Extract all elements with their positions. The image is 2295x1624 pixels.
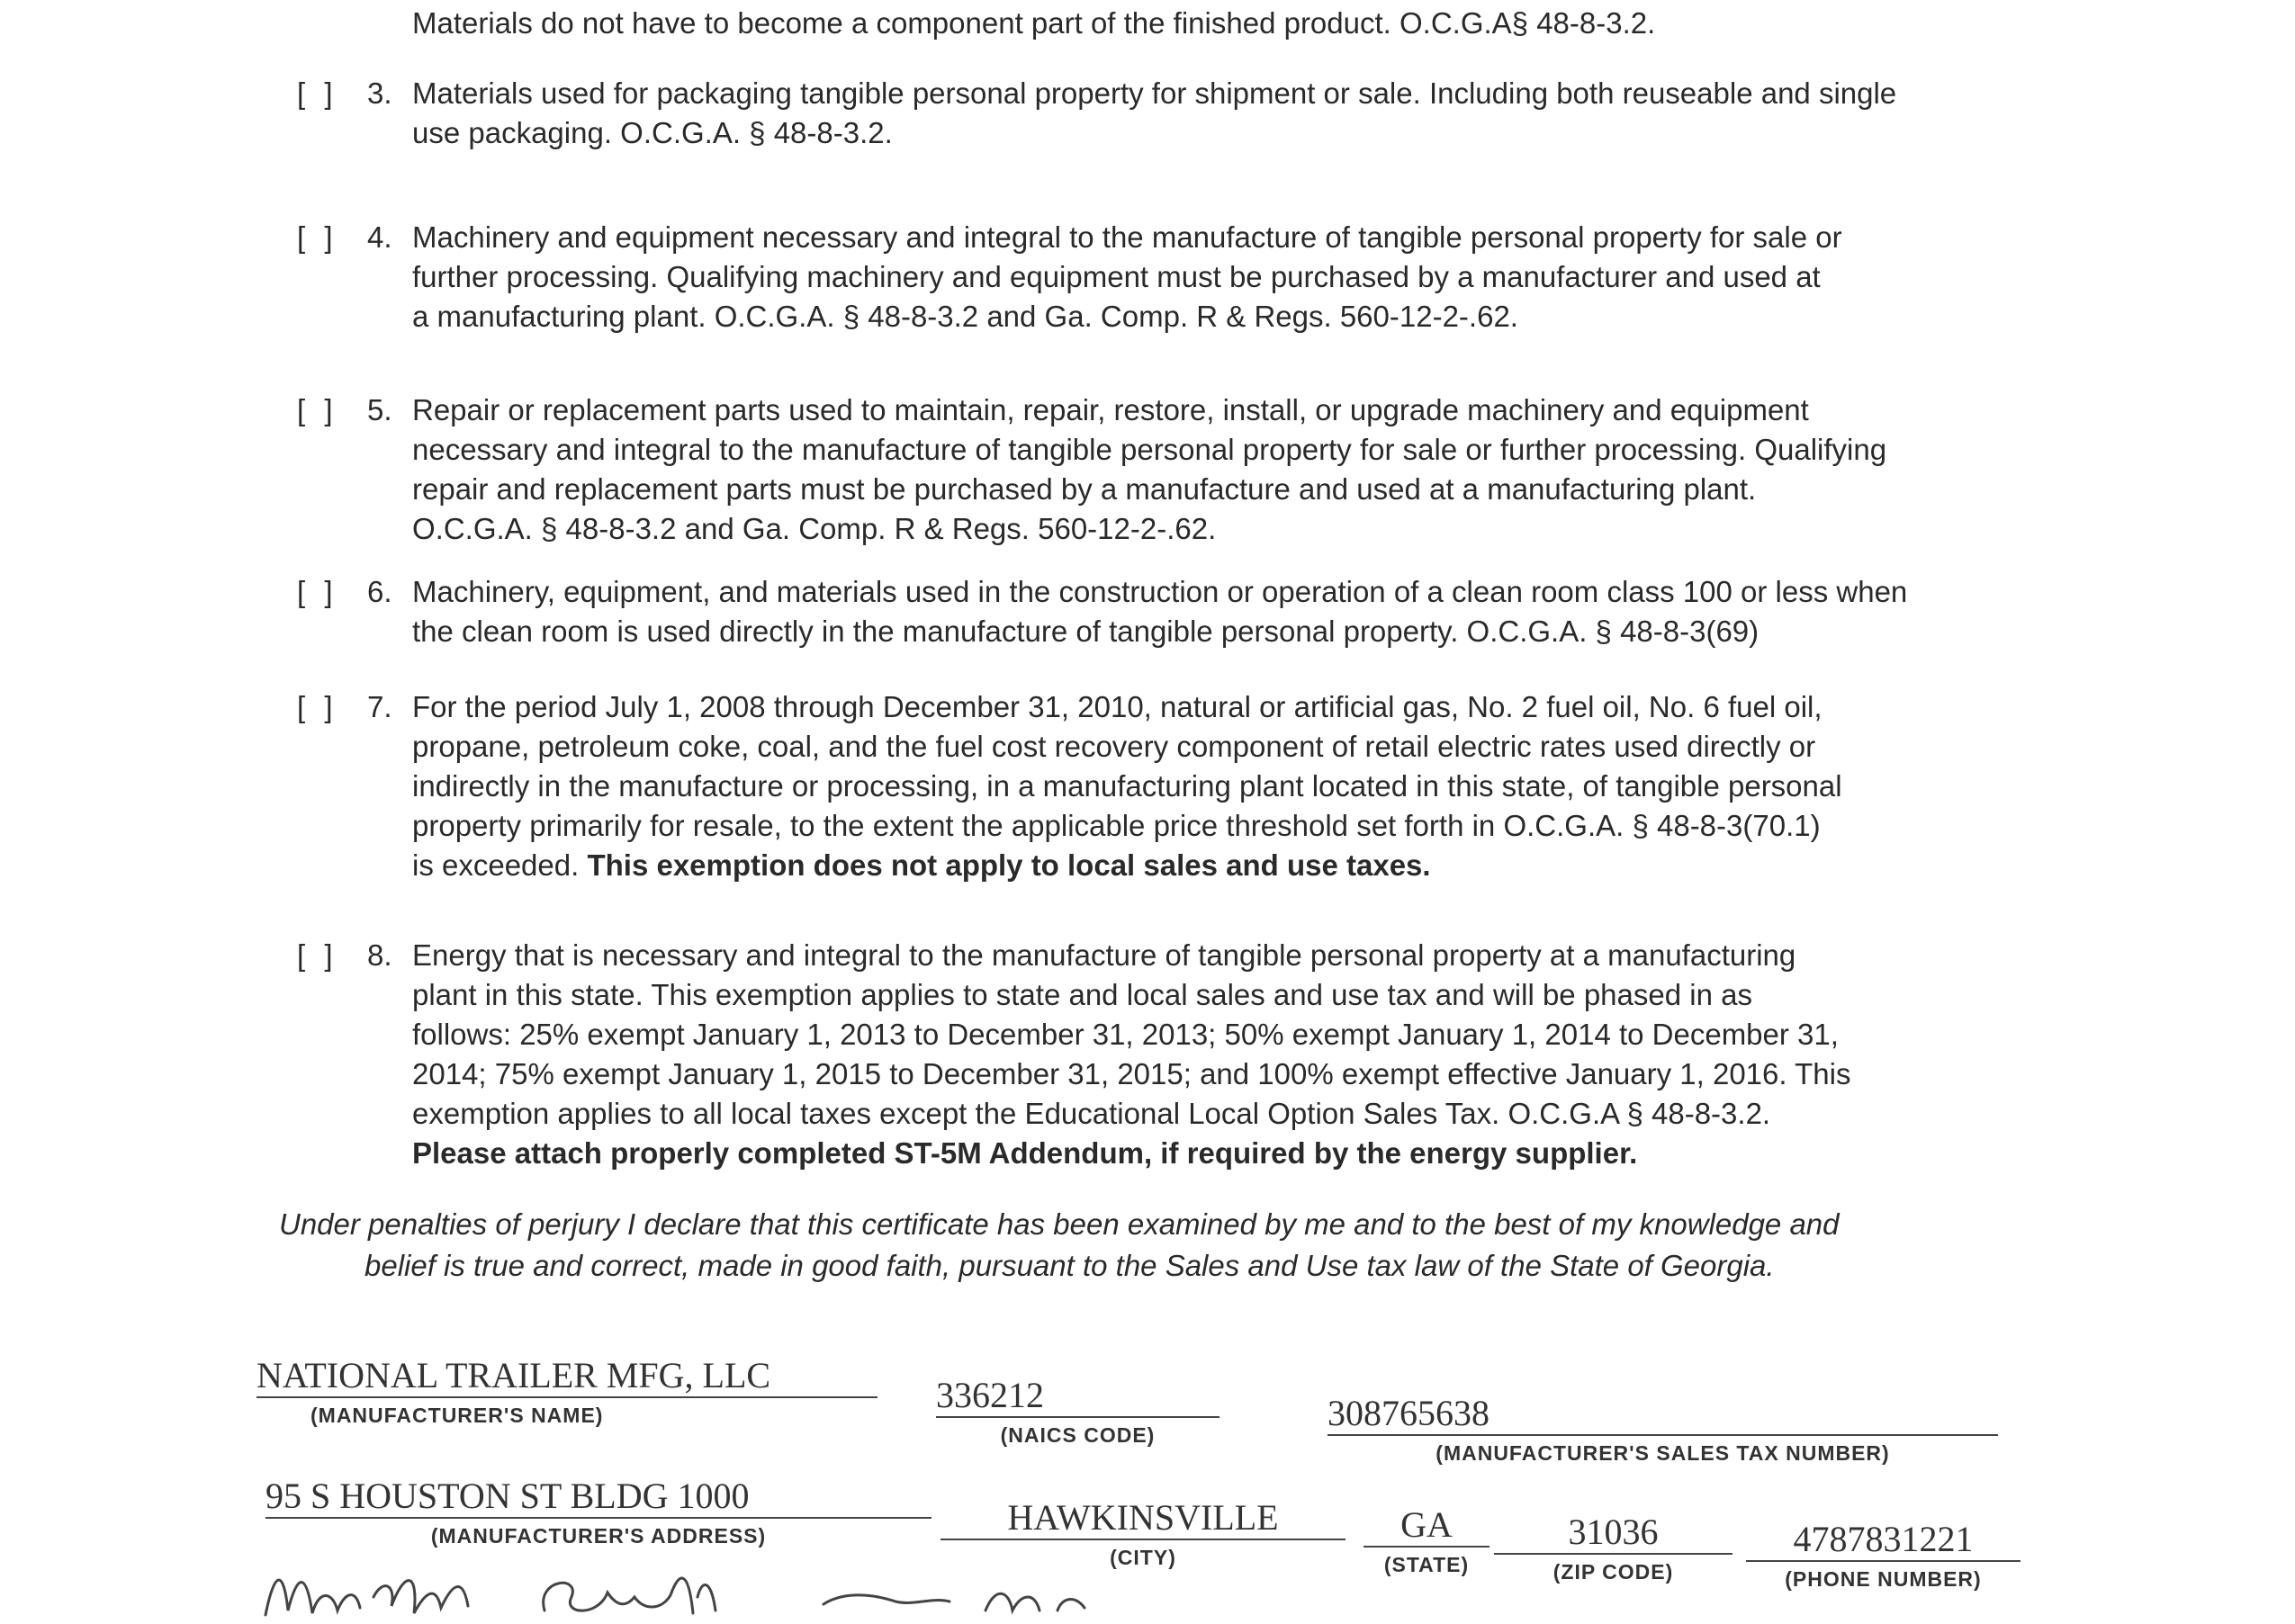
item-5-number: 5. bbox=[367, 393, 392, 426]
item-7-last-line bbox=[412, 846, 2122, 885]
item-5-line: O.C.G.A. § 48-8-3.2 and Ga. Comp. R & Regs. 560-12-2-.62. bbox=[412, 512, 1217, 545]
phone-number-caption: (PHONE NUMBER) bbox=[1785, 1567, 1982, 1591]
item-7-line: property primarily for resale, to the extent the applicable price threshold set forth in O.C.G.A. § 48-8-3(70.1) bbox=[412, 809, 1821, 842]
item-4-line: further processing. Qualifying machinery and equipment must be purchased by a manufacturer and used at bbox=[412, 260, 1821, 293]
city-value[interactable]: HAWKINSVILLE bbox=[940, 1497, 1346, 1540]
sales-tax-number-value[interactable]: 308765638 bbox=[1328, 1393, 1998, 1436]
city-field[interactable] bbox=[940, 1497, 1346, 1570]
phone-number-field[interactable] bbox=[1746, 1519, 2020, 1592]
naics-code-field[interactable] bbox=[936, 1375, 1220, 1448]
item-4-line: Machinery and equipment necessary and integral to the manufacture of tangible personal property for sale or bbox=[412, 220, 1842, 254]
item-8-line: 2014; 75% exempt January 1, 2015 to December 31, 2015; and 100% exempt effective January 1, 2016. This bbox=[412, 1057, 1851, 1090]
item-8-line: Energy that is necessary and integral to the manufacture of tangible personal property at a manufacturing bbox=[412, 938, 1796, 972]
sales-tax-number-caption: (MANUFACTURER'S SALES TAX NUMBER) bbox=[1436, 1441, 1890, 1465]
manufacturer-address-field[interactable] bbox=[266, 1476, 932, 1548]
item-6-checkbox[interactable]: [ ] bbox=[297, 575, 338, 608]
item-2-continuation: Materials do not have to become a component part of the finished product. O.C.G.A§ 48-8-3.2. bbox=[412, 6, 1656, 40]
item-4-number: 4. bbox=[367, 220, 392, 254]
naics-code-caption: (NAICS CODE) bbox=[1000, 1423, 1156, 1447]
item-8-line: follows: 25% exempt January 1, 2013 to December 31, 2013; 50% exempt January 1, 2014 to December 31, bbox=[412, 1018, 1839, 1051]
zip-code-value[interactable]: 31036 bbox=[1494, 1512, 1732, 1555]
item-7-line: propane, petroleum coke, coal, and the fuel cost recovery component of retail electric rates used directly or bbox=[412, 730, 1816, 763]
item-4-checkbox[interactable]: [ ] bbox=[297, 220, 338, 254]
manufacturer-name-value[interactable]: NATIONAL TRAILER MFG, LLC bbox=[256, 1355, 878, 1398]
manufacturer-address-value[interactable]: 95 S HOUSTON ST BLDG 1000 bbox=[266, 1476, 932, 1519]
state-caption: (STATE) bbox=[1383, 1553, 1470, 1576]
zip-code-field[interactable] bbox=[1494, 1512, 1732, 1584]
item-6-line: the clean room is used directly in the manufacture of tangible personal property. O.C.G.A. § 48-8-3(69) bbox=[412, 615, 1760, 648]
item-7-last-plain: is exceeded. bbox=[412, 848, 588, 882]
handwritten-signature bbox=[248, 1561, 1328, 1624]
manufacturer-address-caption: (MANUFACTURER'S ADDRESS) bbox=[430, 1524, 767, 1548]
item-7-line: For the period July 1, 2008 through December 31, 2010, natural or artificial gas, No. 2 fuel oil, No. 6 fuel oil, bbox=[412, 690, 1822, 723]
item-4-line: a manufacturing plant. O.C.G.A. § 48-8-3.2 and Ga. Comp. R & Regs. 560-12-2-.62. bbox=[412, 300, 1518, 333]
perjury-declaration bbox=[279, 1204, 2043, 1287]
item-8-addendum-note: Please attach properly completed ST-5M Addendum, if required by the energy supplier. bbox=[412, 1136, 1638, 1170]
item-3-number: 3. bbox=[367, 76, 392, 110]
zip-code-caption: (ZIP CODE) bbox=[1552, 1560, 1674, 1584]
item-8-line: plant in this state. This exemption applies to state and local sales and use tax and will be phased in as bbox=[412, 978, 1752, 1011]
item-7-local-tax-note: This exemption does not apply to local sales and use taxes. bbox=[587, 848, 1431, 882]
item-5-checkbox[interactable]: [ ] bbox=[297, 393, 338, 426]
state-value[interactable]: GA bbox=[1364, 1504, 1490, 1548]
item-8-line: exemption applies to all local taxes except the Educational Local Option Sales Tax. O.C.G.A § 48-8-3.2. bbox=[412, 1097, 1771, 1130]
item-3-checkbox[interactable]: [ ] bbox=[297, 76, 338, 110]
perjury-line-2: belief is true and correct, made in good faith, pursuant to the Sales and Use tax law of the State of Georgia. bbox=[364, 1249, 1775, 1282]
naics-code-value[interactable]: 336212 bbox=[936, 1375, 1220, 1418]
item-5-line: repair and replacement parts must be purchased by a manufacture and used at a manufacturing plant. bbox=[412, 472, 1757, 506]
manufacturer-name-caption: (MANUFACTURER'S NAME) bbox=[310, 1404, 604, 1427]
item-8-checkbox[interactable]: [ ] bbox=[297, 938, 338, 972]
state-field[interactable] bbox=[1364, 1504, 1490, 1577]
phone-number-value[interactable]: 4787831221 bbox=[1746, 1519, 2020, 1562]
item-8-last-line bbox=[412, 1134, 2122, 1173]
manufacturer-name-field[interactable] bbox=[256, 1355, 878, 1428]
perjury-line-1: Under penalties of perjury I declare that this certificate has been examined by me and to the best of my knowledge and bbox=[279, 1207, 1840, 1241]
item-8-number: 8. bbox=[367, 938, 392, 972]
item-6-line: Machinery, equipment, and materials used in the construction or operation of a clean room class 100 or less when bbox=[412, 575, 1908, 608]
item-5-line: Repair or replacement parts used to maintain, repair, restore, install, or upgrade machinery and equipment bbox=[412, 393, 1809, 426]
item-7-checkbox[interactable]: [ ] bbox=[297, 690, 338, 723]
item-7-line: indirectly in the manufacture or processing, in a manufacturing plant located in this state, of tangible personal bbox=[412, 769, 1842, 803]
item-3-line: use packaging. O.C.G.A. § 48-8-3.2. bbox=[412, 116, 893, 149]
item-5-line: necessary and integral to the manufacture of tangible personal property for sale or further processing. Qualifying bbox=[412, 433, 1887, 466]
city-caption: (CITY) bbox=[1110, 1546, 1176, 1569]
item-7-number: 7. bbox=[367, 690, 392, 723]
sales-tax-number-field[interactable] bbox=[1328, 1393, 1998, 1466]
item-3-line: Materials used for packaging tangible personal property for shipment or sale. Including both reuseable and single bbox=[412, 76, 1897, 110]
item-6-number: 6. bbox=[367, 575, 392, 608]
